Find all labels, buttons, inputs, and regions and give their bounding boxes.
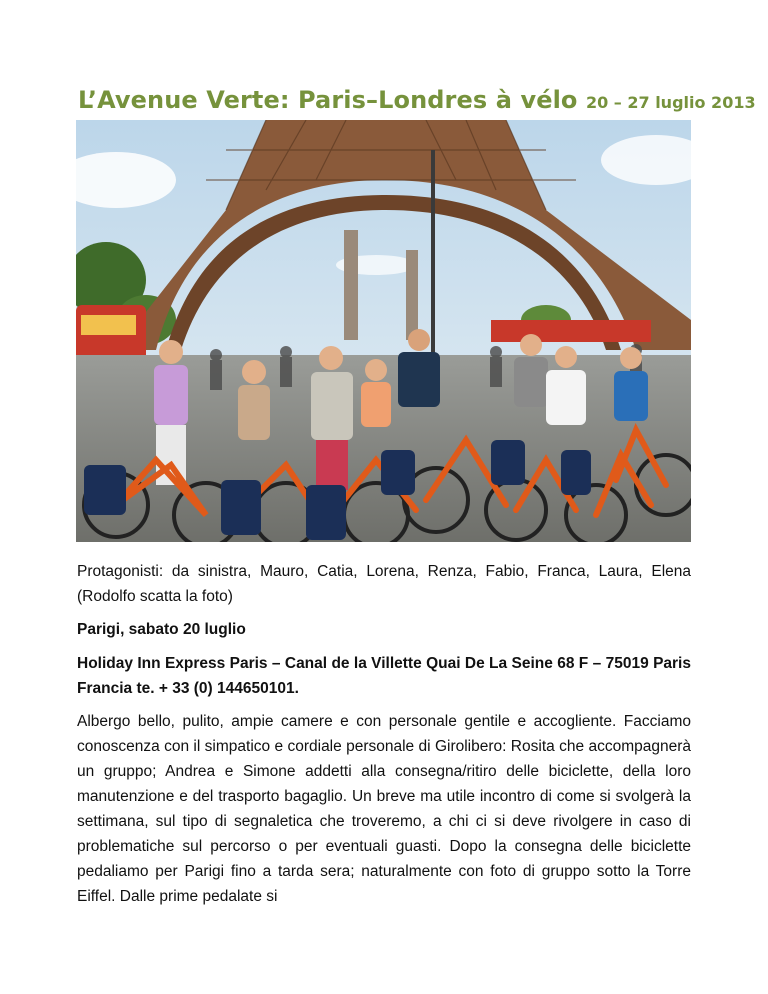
document-title	[78, 86, 756, 114]
hotel-address: Holiday Inn Express Paris – Canal de la Villette Quai De La Seine 68 F – 75019 Paris Francia te. + 33 (0) 144650101.	[77, 655, 691, 697]
photo-caption: Protagonisti: da sinistra, Mauro, Catia, Lorena, Renza, Fabio, Franca, Laura, Elena (Rodolfo scatta la foto)	[77, 563, 691, 605]
group-photo-eiffel-tower	[76, 120, 691, 542]
section-heading: Parigi, sabato 20 luglio	[77, 621, 246, 638]
photo-illustration	[76, 120, 691, 542]
body-paragraph: Albergo bello, pulito, ampie camere e con personale gentile e accogliente. Facciamo conoscenza con il simpatico e cordiale personale di Girolibero: Rosita che accompagnerà un gruppo; Andrea e Simone addetti alla consegna/ritiro delle biciclette, della loro manutenzione e del trasporto bagaglio. Un breve ma utile incontro di come si svolgerà la settimana, sul tipo di segnaletica che troveremo, a chi ci si deve rivolgere in caso di problematiche sul percorso o per eventuali guasti. Dopo la consegna delle biciclette pedaliamo per Parigi fino a tarda sera; naturalmente con foto di gruppo sotto la Torre Eiffel. Dalle prime pedalate si	[77, 713, 691, 905]
title-main: L’Avenue Verte: Paris–Londres à vélo	[78, 86, 578, 114]
title-dates: 20 – 27 luglio 2013	[585, 93, 756, 112]
